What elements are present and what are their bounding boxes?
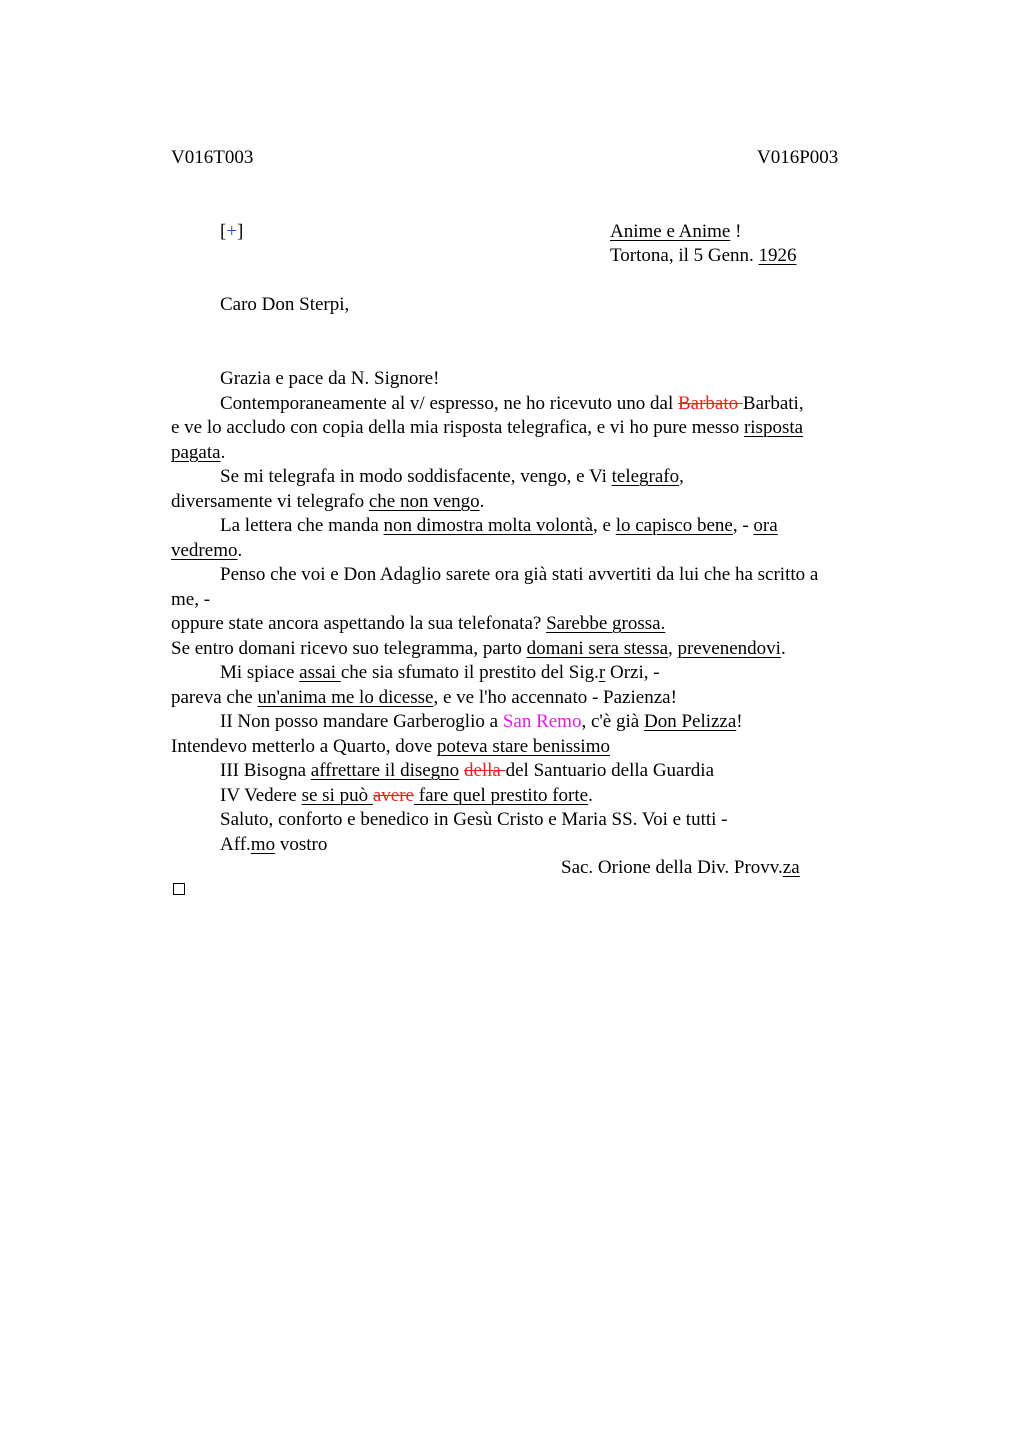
letter-line: diversamente vi telegrafo che non vengo.	[171, 490, 485, 512]
letter-line: oppure state ancora aspettando la sua telefonata? Sarebbe grossa.	[171, 613, 666, 634]
signature: Sac. Orione della Div. Provv.za	[561, 857, 800, 878]
letter-line: Mi spiace assai che sia sfumato il prestito del Sig.r Orzi, -	[220, 662, 660, 683]
deleted-text: Barbato	[677, 392, 743, 414]
letter-line: Penso che voi e Don Adaglio sarete ora già stati avvertiti da lui che ha scritto a	[220, 564, 819, 585]
letter-line: Intendevo metterlo a Quarto, dove poteva stare benissimo	[171, 735, 610, 757]
deleted-text: della	[463, 760, 506, 781]
letter-line: Se mi telegrafa in modo soddisfacente, vengo, e Vi telegrafo,	[220, 466, 684, 487]
letter-line: Saluto, conforto e benedico in Gesù Cristo e Maria SS. Voi e tutti -	[220, 809, 728, 830]
cross-marker: [+]	[220, 221, 244, 242]
letter-line: Contemporaneamente al v/ espresso, ne ho ricevuto uno dal Barbato Barbati,	[220, 392, 804, 414]
letter-line: vedremo.	[171, 539, 243, 561]
letter-line: La lettera che manda non dimostra molta volontà, e lo capisco bene, - ora	[220, 515, 778, 536]
letter-line: e ve lo accludo con copia della mia risposta telegrafica, e vi ho pure messo risposta	[171, 417, 804, 438]
letter-line: II Non posso mandare Garberoglio a San Remo, c'è già Don Pelizza!	[220, 711, 743, 732]
letter-line: III Bisogna affrettare il disegno della del Santuario della Guardia	[220, 760, 715, 781]
left-document-code: V016T003	[171, 147, 254, 168]
letter-line: pareva che un'anima me lo dicesse, e ve l'ho accennato - Pazienza!	[171, 686, 677, 708]
date-year: 1926	[758, 245, 797, 266]
motto: Anime e Anime !	[610, 221, 742, 242]
letter-line: Grazia e pace da N. Signore!	[220, 368, 440, 389]
letter-line: IV Vedere se si può avere fare quel prestito forte.	[220, 784, 593, 806]
right-document-code: V016P003	[757, 147, 839, 168]
letter-body	[171, 367, 881, 857]
plus-sign: +	[226, 221, 238, 242]
letter-line: Aff.mo vostro	[220, 833, 328, 855]
salutation: Caro Don Sterpi,	[220, 294, 350, 315]
checkbox-square-icon	[173, 883, 185, 895]
letter-line: Se entro domani ricevo suo telegramma, parto domani sera stessa, prevenendovi.	[171, 637, 786, 659]
deleted-text: avere	[372, 784, 414, 806]
place-date: Tortona, il 5 Genn. 1926	[610, 245, 797, 266]
highlighted-place: San Remo	[502, 711, 582, 732]
letter-line: me, -	[171, 588, 211, 610]
letter-line: pagata.	[171, 441, 226, 463]
motto-text: Anime e Anime	[610, 221, 731, 242]
